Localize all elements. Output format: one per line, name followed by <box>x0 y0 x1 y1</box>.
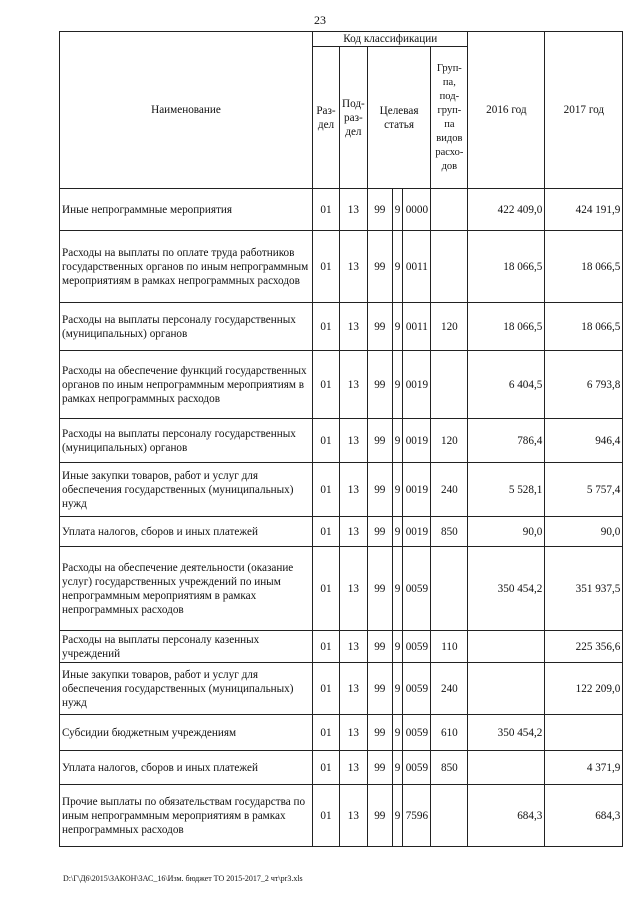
amount-2016 <box>468 631 545 663</box>
target-article-program: 99 <box>367 419 392 463</box>
section-code: 01 <box>313 547 340 631</box>
target-article-direction: 0019 <box>403 517 431 547</box>
row-name: Иные закупки товаров, работ и услуг для обеспечения государственных (муниципальных) нужд <box>60 663 313 715</box>
target-article-direction: 0059 <box>403 715 431 751</box>
expense-type-code <box>431 351 468 419</box>
year-2016-header: 2016 год <box>468 32 545 189</box>
target-article-subprogram: 9 <box>392 303 403 351</box>
row-name: Иные закупки товаров, работ и услуг для обеспечения государственных (муниципальных) нужд <box>60 463 313 517</box>
target-article-subprogram: 9 <box>392 631 403 663</box>
expense-type-code: 120 <box>431 419 468 463</box>
name-column-header: Наименование <box>60 32 313 189</box>
expense-type-code: 240 <box>431 463 468 517</box>
expense-type-code: 240 <box>431 663 468 715</box>
amount-2016: 90,0 <box>468 517 545 547</box>
amount-2017: 122 209,0 <box>545 663 623 715</box>
target-article-subprogram: 9 <box>392 419 403 463</box>
target-article-direction: 0059 <box>403 751 431 785</box>
target-article-direction: 0019 <box>403 463 431 517</box>
row-name: Субсидии бюджетным учреждениям <box>60 715 313 751</box>
target-article-subprogram: 9 <box>392 517 403 547</box>
target-article-direction: 0059 <box>403 547 431 631</box>
subsection-code: 13 <box>340 517 368 547</box>
expense-type-code <box>431 547 468 631</box>
section-code: 01 <box>313 751 340 785</box>
subsection-code: 13 <box>340 463 368 517</box>
subsection-code: 13 <box>340 303 368 351</box>
section-code: 01 <box>313 303 340 351</box>
row-name: Иные непрограммные мероприятия <box>60 189 313 231</box>
expense-type-code: 610 <box>431 715 468 751</box>
row-name: Уплата налогов, сборов и иных платежей <box>60 751 313 785</box>
amount-2016: 786,4 <box>468 419 545 463</box>
target-article-program: 99 <box>367 351 392 419</box>
table-row <box>60 231 623 303</box>
amount-2016: 350 454,2 <box>468 715 545 751</box>
target-article-subprogram: 9 <box>392 231 403 303</box>
target-article-subprogram: 9 <box>392 663 403 715</box>
amount-2017: 684,3 <box>545 785 623 847</box>
target-article-direction: 0011 <box>403 231 431 303</box>
target-article-direction: 7596 <box>403 785 431 847</box>
section-code: 01 <box>313 517 340 547</box>
amount-2016: 422 409,0 <box>468 189 545 231</box>
target-article-program: 99 <box>367 751 392 785</box>
target-article-program: 99 <box>367 631 392 663</box>
section-code: 01 <box>313 189 340 231</box>
amount-2017: 4 371,9 <box>545 751 623 785</box>
budget-rows <box>60 189 623 847</box>
target-article-direction: 0019 <box>403 419 431 463</box>
target-article-subprogram: 9 <box>392 751 403 785</box>
target-article-program: 99 <box>367 189 392 231</box>
target-article-program: 99 <box>367 231 392 303</box>
target-article-program: 99 <box>367 715 392 751</box>
subsection-code: 13 <box>340 189 368 231</box>
row-name: Расходы на обеспечение функций государственных органов по иным непрограммным мероприятиям в рамках непрограммных расходов <box>60 351 313 419</box>
target-article-direction: 0059 <box>403 663 431 715</box>
table-row <box>60 663 623 715</box>
subsection-code: 13 <box>340 663 368 715</box>
subsection-header: Под- раз- дел <box>340 47 368 189</box>
table-row <box>60 189 623 231</box>
expense-type-code: 850 <box>431 517 468 547</box>
section-code: 01 <box>313 715 340 751</box>
amount-2017: 424 191,9 <box>545 189 623 231</box>
target-article-subprogram: 9 <box>392 189 403 231</box>
target-article-direction: 0011 <box>403 303 431 351</box>
amount-2017: 18 066,5 <box>545 231 623 303</box>
target-article-direction: 0000 <box>403 189 431 231</box>
target-article-direction: 0019 <box>403 351 431 419</box>
row-name: Расходы на выплаты по оплате труда работников государственных органов по иным непрограммным мероприятиям в рамках непрограммных расходов <box>60 231 313 303</box>
expense-type-code: 110 <box>431 631 468 663</box>
table-row <box>60 547 623 631</box>
target-article-program: 99 <box>367 517 392 547</box>
expense-type-code <box>431 189 468 231</box>
target-article-subprogram: 9 <box>392 463 403 517</box>
table-row <box>60 303 623 351</box>
target-article-header: Целевая статья <box>367 47 431 189</box>
amount-2016: 6 404,5 <box>468 351 545 419</box>
table-row <box>60 351 623 419</box>
section-header: Раз- дел <box>313 47 340 189</box>
row-name: Прочие выплаты по обязательствам государства по иным непрограммным мероприятиям в рамках непрограммных расходов <box>60 785 313 847</box>
table-row <box>60 517 623 547</box>
expense-type-code <box>431 231 468 303</box>
amount-2016: 684,3 <box>468 785 545 847</box>
amount-2017 <box>545 715 623 751</box>
target-article-program: 99 <box>367 785 392 847</box>
page-number: 23 <box>314 13 326 27</box>
amount-2017: 18 066,5 <box>545 303 623 351</box>
table-row <box>60 751 623 785</box>
target-article-subprogram: 9 <box>392 547 403 631</box>
section-code: 01 <box>313 419 340 463</box>
row-name: Расходы на выплаты персоналу государственных (муниципальных) органов <box>60 419 313 463</box>
amount-2016 <box>468 663 545 715</box>
section-code: 01 <box>313 351 340 419</box>
expense-type-code <box>431 785 468 847</box>
target-article-program: 99 <box>367 463 392 517</box>
amount-2017: 6 793,8 <box>545 351 623 419</box>
amount-2016 <box>468 751 545 785</box>
table-row <box>60 631 623 663</box>
subsection-code: 13 <box>340 419 368 463</box>
subsection-code: 13 <box>340 751 368 785</box>
file-path-footer: D:\Г\Д6\2015\ЗАКОН\ЗАС_16\Изм. бюджет ТО 2015-2017_2 чт\pr3.xls <box>63 874 303 883</box>
subsection-code: 13 <box>340 351 368 419</box>
header-row-top <box>60 32 623 47</box>
budget-table <box>59 31 623 847</box>
section-code: 01 <box>313 663 340 715</box>
amount-2017: 5 757,4 <box>545 463 623 517</box>
amount-2016: 350 454,2 <box>468 547 545 631</box>
row-name: Расходы на выплаты персоналу казенных учреждений <box>60 631 313 663</box>
section-code: 01 <box>313 785 340 847</box>
amount-2017: 351 937,5 <box>545 547 623 631</box>
amount-2016: 5 528,1 <box>468 463 545 517</box>
amount-2017: 225 356,6 <box>545 631 623 663</box>
target-article-program: 99 <box>367 547 392 631</box>
target-article-subprogram: 9 <box>392 715 403 751</box>
target-article-program: 99 <box>367 663 392 715</box>
subsection-code: 13 <box>340 631 368 663</box>
table-row <box>60 419 623 463</box>
amount-2016: 18 066,5 <box>468 231 545 303</box>
amount-2017: 90,0 <box>545 517 623 547</box>
row-name: Расходы на выплаты персоналу государственных (муниципальных) органов <box>60 303 313 351</box>
subsection-code: 13 <box>340 715 368 751</box>
expense-group-header: Груп- па, под- груп- па видов расхо- дов <box>431 47 468 189</box>
section-code: 01 <box>313 231 340 303</box>
table-row <box>60 463 623 517</box>
amount-2017: 946,4 <box>545 419 623 463</box>
table-row <box>60 785 623 847</box>
expense-type-code: 850 <box>431 751 468 785</box>
amount-2016: 18 066,5 <box>468 303 545 351</box>
subsection-code: 13 <box>340 785 368 847</box>
table-row <box>60 715 623 751</box>
section-code: 01 <box>313 463 340 517</box>
expense-type-code: 120 <box>431 303 468 351</box>
year-2017-header: 2017 год <box>545 32 623 189</box>
row-name: Расходы на обеспечение деятельности (оказание услуг) государственных учреждений по иным непрограммным мероприятиям в рамках непрограммных расходов <box>60 547 313 631</box>
row-name: Уплата налогов, сборов и иных платежей <box>60 517 313 547</box>
target-article-direction: 0059 <box>403 631 431 663</box>
target-article-subprogram: 9 <box>392 785 403 847</box>
target-article-program: 99 <box>367 303 392 351</box>
subsection-code: 13 <box>340 231 368 303</box>
classification-code-header: Код классификации <box>313 32 468 47</box>
section-code: 01 <box>313 631 340 663</box>
target-article-subprogram: 9 <box>392 351 403 419</box>
subsection-code: 13 <box>340 547 368 631</box>
